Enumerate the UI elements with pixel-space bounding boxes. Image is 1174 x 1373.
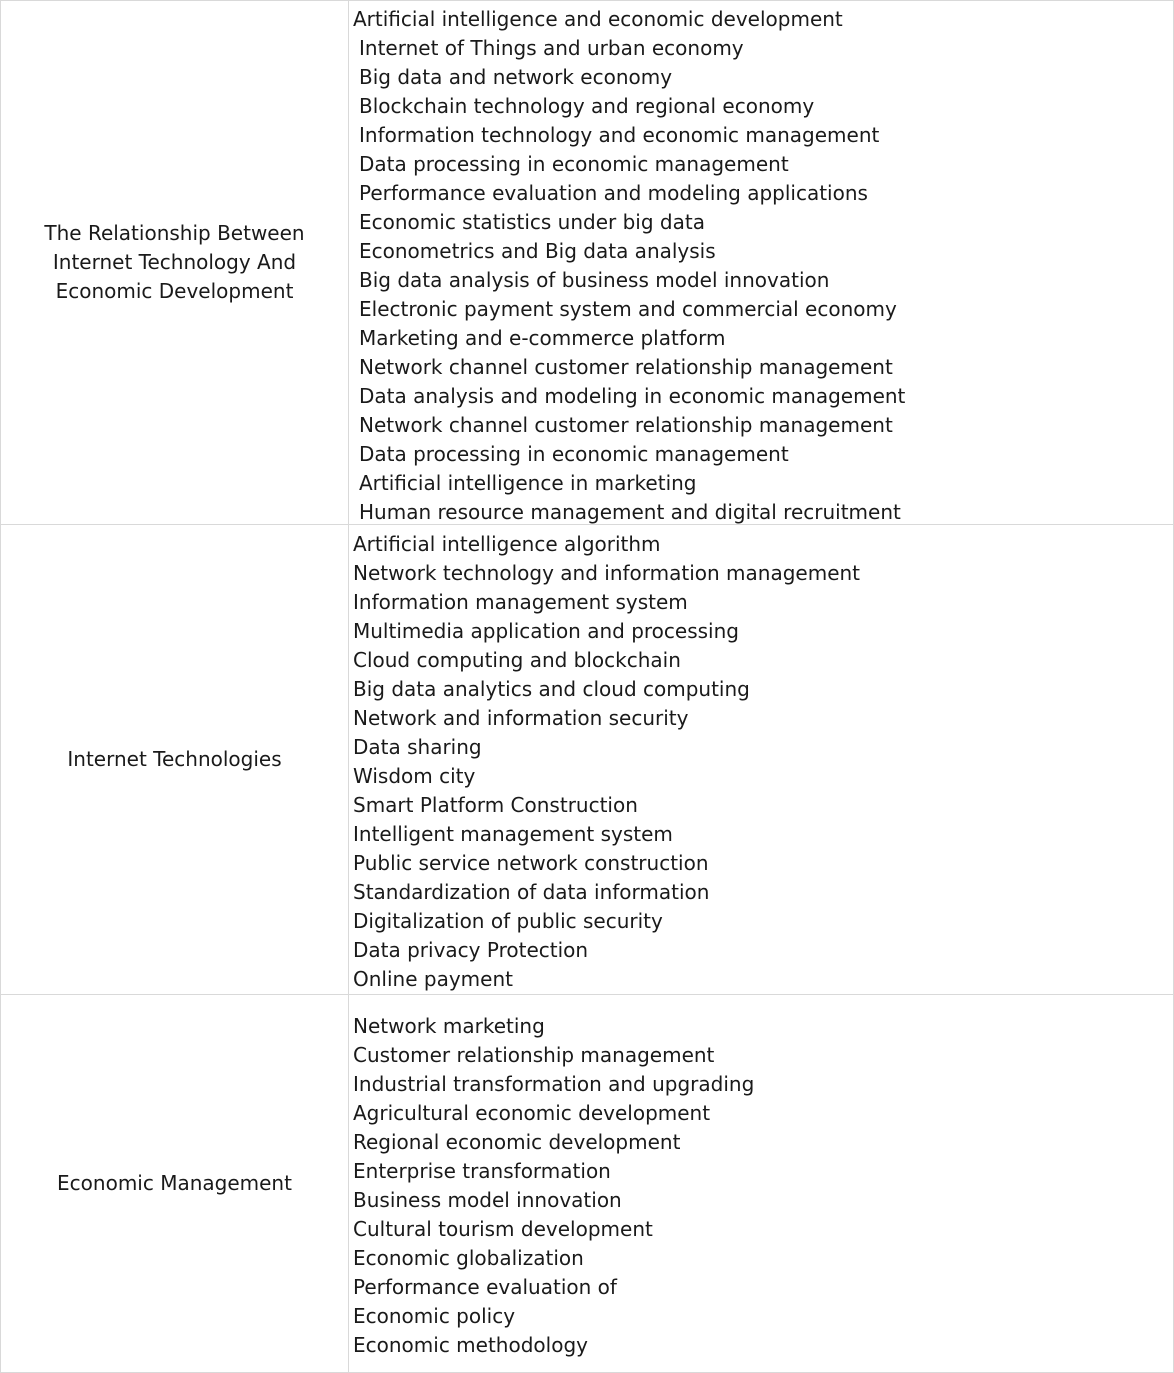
- list-item: Online payment: [353, 967, 513, 991]
- list-item: Public service network construction: [353, 851, 709, 875]
- list-item: Data analysis and modeling in economic management: [359, 384, 906, 408]
- category-cell: [1, 995, 349, 1372]
- category-cell: [1, 525, 349, 994]
- items-cell: [350, 1, 1173, 524]
- items-cell: [350, 525, 1173, 994]
- list-item: Performance evaluation and modeling applications: [359, 181, 868, 205]
- list-item: Business model innovation: [353, 1188, 622, 1212]
- list-item: Data processing in economic management: [359, 442, 789, 466]
- list-item: Cultural tourism development: [353, 1217, 653, 1241]
- list-item: Intelligent management system: [353, 822, 673, 846]
- category-label: Economic Management: [57, 1171, 292, 1195]
- list-item: Agricultural economic development: [353, 1101, 711, 1125]
- list-item: Network channel customer relationship management: [359, 413, 893, 437]
- table-row: [1, 525, 1173, 995]
- list-item: Multimedia application and processing: [353, 619, 739, 643]
- list-item: Standardization of data information: [353, 880, 710, 904]
- list-item: Blockchain technology and regional economy: [359, 94, 815, 118]
- item-list: [353, 530, 1173, 994]
- category-cell: [1, 1, 349, 524]
- list-item: Data sharing: [353, 735, 482, 759]
- list-item: Network and information security: [353, 706, 689, 730]
- list-item: Network channel customer relationship management: [359, 355, 893, 379]
- table-row: [1, 995, 1173, 1372]
- list-item: Regional economic development: [353, 1130, 681, 1154]
- list-item: Digitalization of public security: [353, 909, 663, 933]
- list-item: Big data analysis of business model innovation: [359, 268, 830, 292]
- list-item: Customer relationship management: [353, 1043, 715, 1067]
- item-list: [353, 5, 1173, 527]
- list-item: Electronic payment system and commercial economy: [359, 297, 897, 321]
- list-item: Artificial intelligence algorithm: [353, 532, 661, 556]
- list-item: Cloud computing and blockchain: [353, 648, 681, 672]
- list-item: Economic globalization: [353, 1246, 584, 1270]
- list-item: Network marketing: [353, 1014, 545, 1038]
- list-item: Artificial intelligence and economic development: [353, 7, 843, 31]
- list-item: Econometrics and Big data analysis: [359, 239, 716, 263]
- list-item: Internet of Things and urban economy: [359, 36, 744, 60]
- list-item: Data processing in economic management: [359, 152, 789, 176]
- category-label: The Relationship Between Internet Technology And Economic Development: [44, 221, 305, 303]
- list-item: Artificial intelligence in marketing: [359, 471, 697, 495]
- list-item: Information technology and economic management: [359, 123, 880, 147]
- list-item: Enterprise transformation: [353, 1159, 611, 1183]
- list-item: Industrial transformation and upgrading: [353, 1072, 755, 1096]
- category-label: Internet Technologies: [67, 747, 282, 771]
- list-item: Economic policy: [353, 1304, 516, 1328]
- list-item: Smart Platform Construction: [353, 793, 638, 817]
- list-item: Performance evaluation of: [353, 1275, 617, 1299]
- list-item: Information management system: [353, 590, 688, 614]
- list-item: Marketing and e-commerce platform: [359, 326, 726, 350]
- items-cell: [350, 995, 1173, 1372]
- list-item: Big data and network economy: [359, 65, 673, 89]
- list-item: Economic methodology: [353, 1333, 588, 1357]
- list-item: Human resource management and digital recruitment: [359, 500, 901, 524]
- item-list: [353, 1012, 1173, 1360]
- list-item: Big data analytics and cloud computing: [353, 677, 750, 701]
- table-row: [1, 1, 1173, 525]
- list-item: Economic statistics under big data: [359, 210, 705, 234]
- list-item: Wisdom city: [353, 764, 476, 788]
- list-item: Network technology and information management: [353, 561, 861, 585]
- list-item: Data privacy Protection: [353, 938, 589, 962]
